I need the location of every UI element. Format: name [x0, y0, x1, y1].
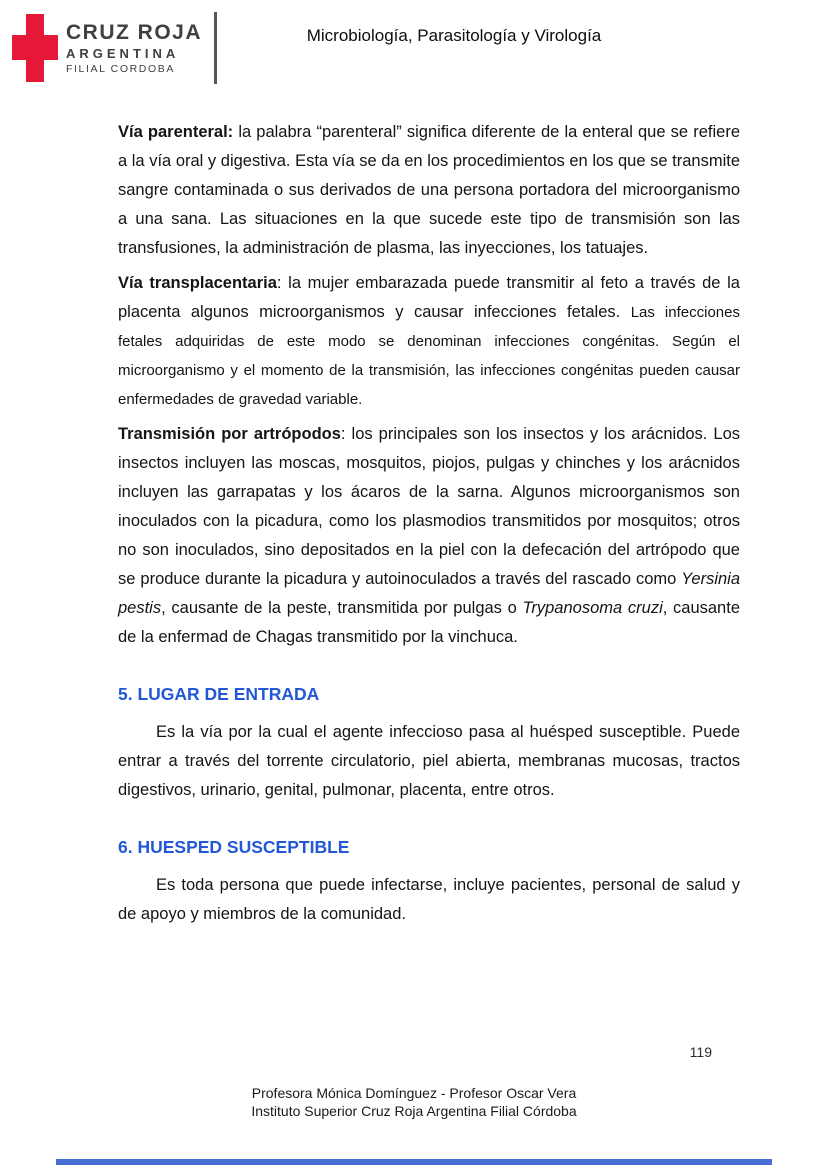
text-run: Transmisión por artrópodos [118, 425, 341, 443]
text-run: la palabra “parenteral” significa diferente de la enteral que se refiere a la vía oral y digestiva. Esta vía se da en los procedimientos en los que se transmite sangre contaminada o sus derivados de una persona portadora del microorganismo a una sana. Las situaciones en la que sucede este tipo de transmisión son las transfusiones, la administración de plasma, las inyecciones, los tatuajes. [118, 123, 740, 257]
text-run: , causante de la enfermad de Chagas transmitido por la vinchuca. [118, 599, 740, 646]
text-run: Trypanosoma cruzi [522, 599, 663, 617]
text-run: Vía transplacentaria [118, 274, 277, 292]
footer-credits [0, 1084, 828, 1120]
red-cross-icon [12, 14, 58, 82]
logo-separator [214, 12, 217, 84]
footer-institute-line: Instituto Superior Cruz Roja Argentina Filial Córdoba [251, 1103, 577, 1119]
text-run: , causante de la peste, transmitida por pulgas o [161, 599, 523, 617]
logo-org-name: CRUZ ROJA [66, 20, 203, 44]
text-run: Las infecciones fetales adquiridas de este modo se denominan infecciones congénitas. Según el microorganismo y el momento de la transmisión, las infecciones congénitas pueden causar enfermedades de gravedad variable. [118, 304, 740, 408]
section-heading-lugar-de-entrada: 5. LUGAR DE ENTRADA [118, 684, 320, 704]
section-heading-huesped-susceptible: 6. HUESPED SUSCEPTIBLE [118, 837, 350, 857]
paragraph-transmision-artropodos [118, 420, 740, 652]
footer-rule [56, 1159, 772, 1165]
text-run: Yersinia pestis [118, 570, 740, 617]
red-cross-horizontal-bar [12, 35, 58, 60]
logo-text [66, 22, 202, 75]
paragraph-via-transplacentaria [118, 269, 740, 414]
logo-branch: FILIAL CORDOBA [66, 62, 175, 75]
text-run: Vía parenteral: [118, 123, 239, 141]
document-title: Microbiología, Parasitología y Virología [306, 26, 602, 45]
text-run: : la mujer embarazada puede transmitir al feto a través de la placenta algunos microorganismos y causar infecciones fetales. [118, 274, 740, 321]
text-run: : los principales son los insectos y los arácnidos. Los insectos incluyen las moscas, mosquitos, piojos, pulgas y chinches y los arácnidos incluyen las garrapatas y los ácaros de la sarna. Algunos microorganismos son inoculados con la picadura, como los plasmodios transmitidos por mosquitos; otros no son inoculados, sino depositados en la piel con la defecación del artrópodo que se produce durante la picadura y autoinoculados a través del rascado como [118, 425, 741, 588]
paragraph-via-parenteral [118, 118, 740, 263]
page-number: 119 [689, 1044, 712, 1060]
document-body [118, 118, 740, 935]
logo-country: ARGENTINA [66, 45, 180, 61]
paragraph-lugar-de-entrada: Es la vía por la cual el agente infeccioso pasa al huésped susceptible. Puede entrar a través del torrente circulatorio, piel abierta, membranas mucosas, tractos digestivos, urinario, genital, pulmonar, placenta, entre otros. [118, 723, 740, 799]
footer-professors-line: Profesora Mónica Domínguez - Profesor Oscar Vera [251, 1085, 577, 1101]
paragraph-huesped-susceptible: Es toda persona que puede infectarse, incluye pacientes, personal de salud y de apoyo y miembros de la comunidad. [118, 876, 740, 923]
cruz-roja-logo [12, 12, 217, 84]
